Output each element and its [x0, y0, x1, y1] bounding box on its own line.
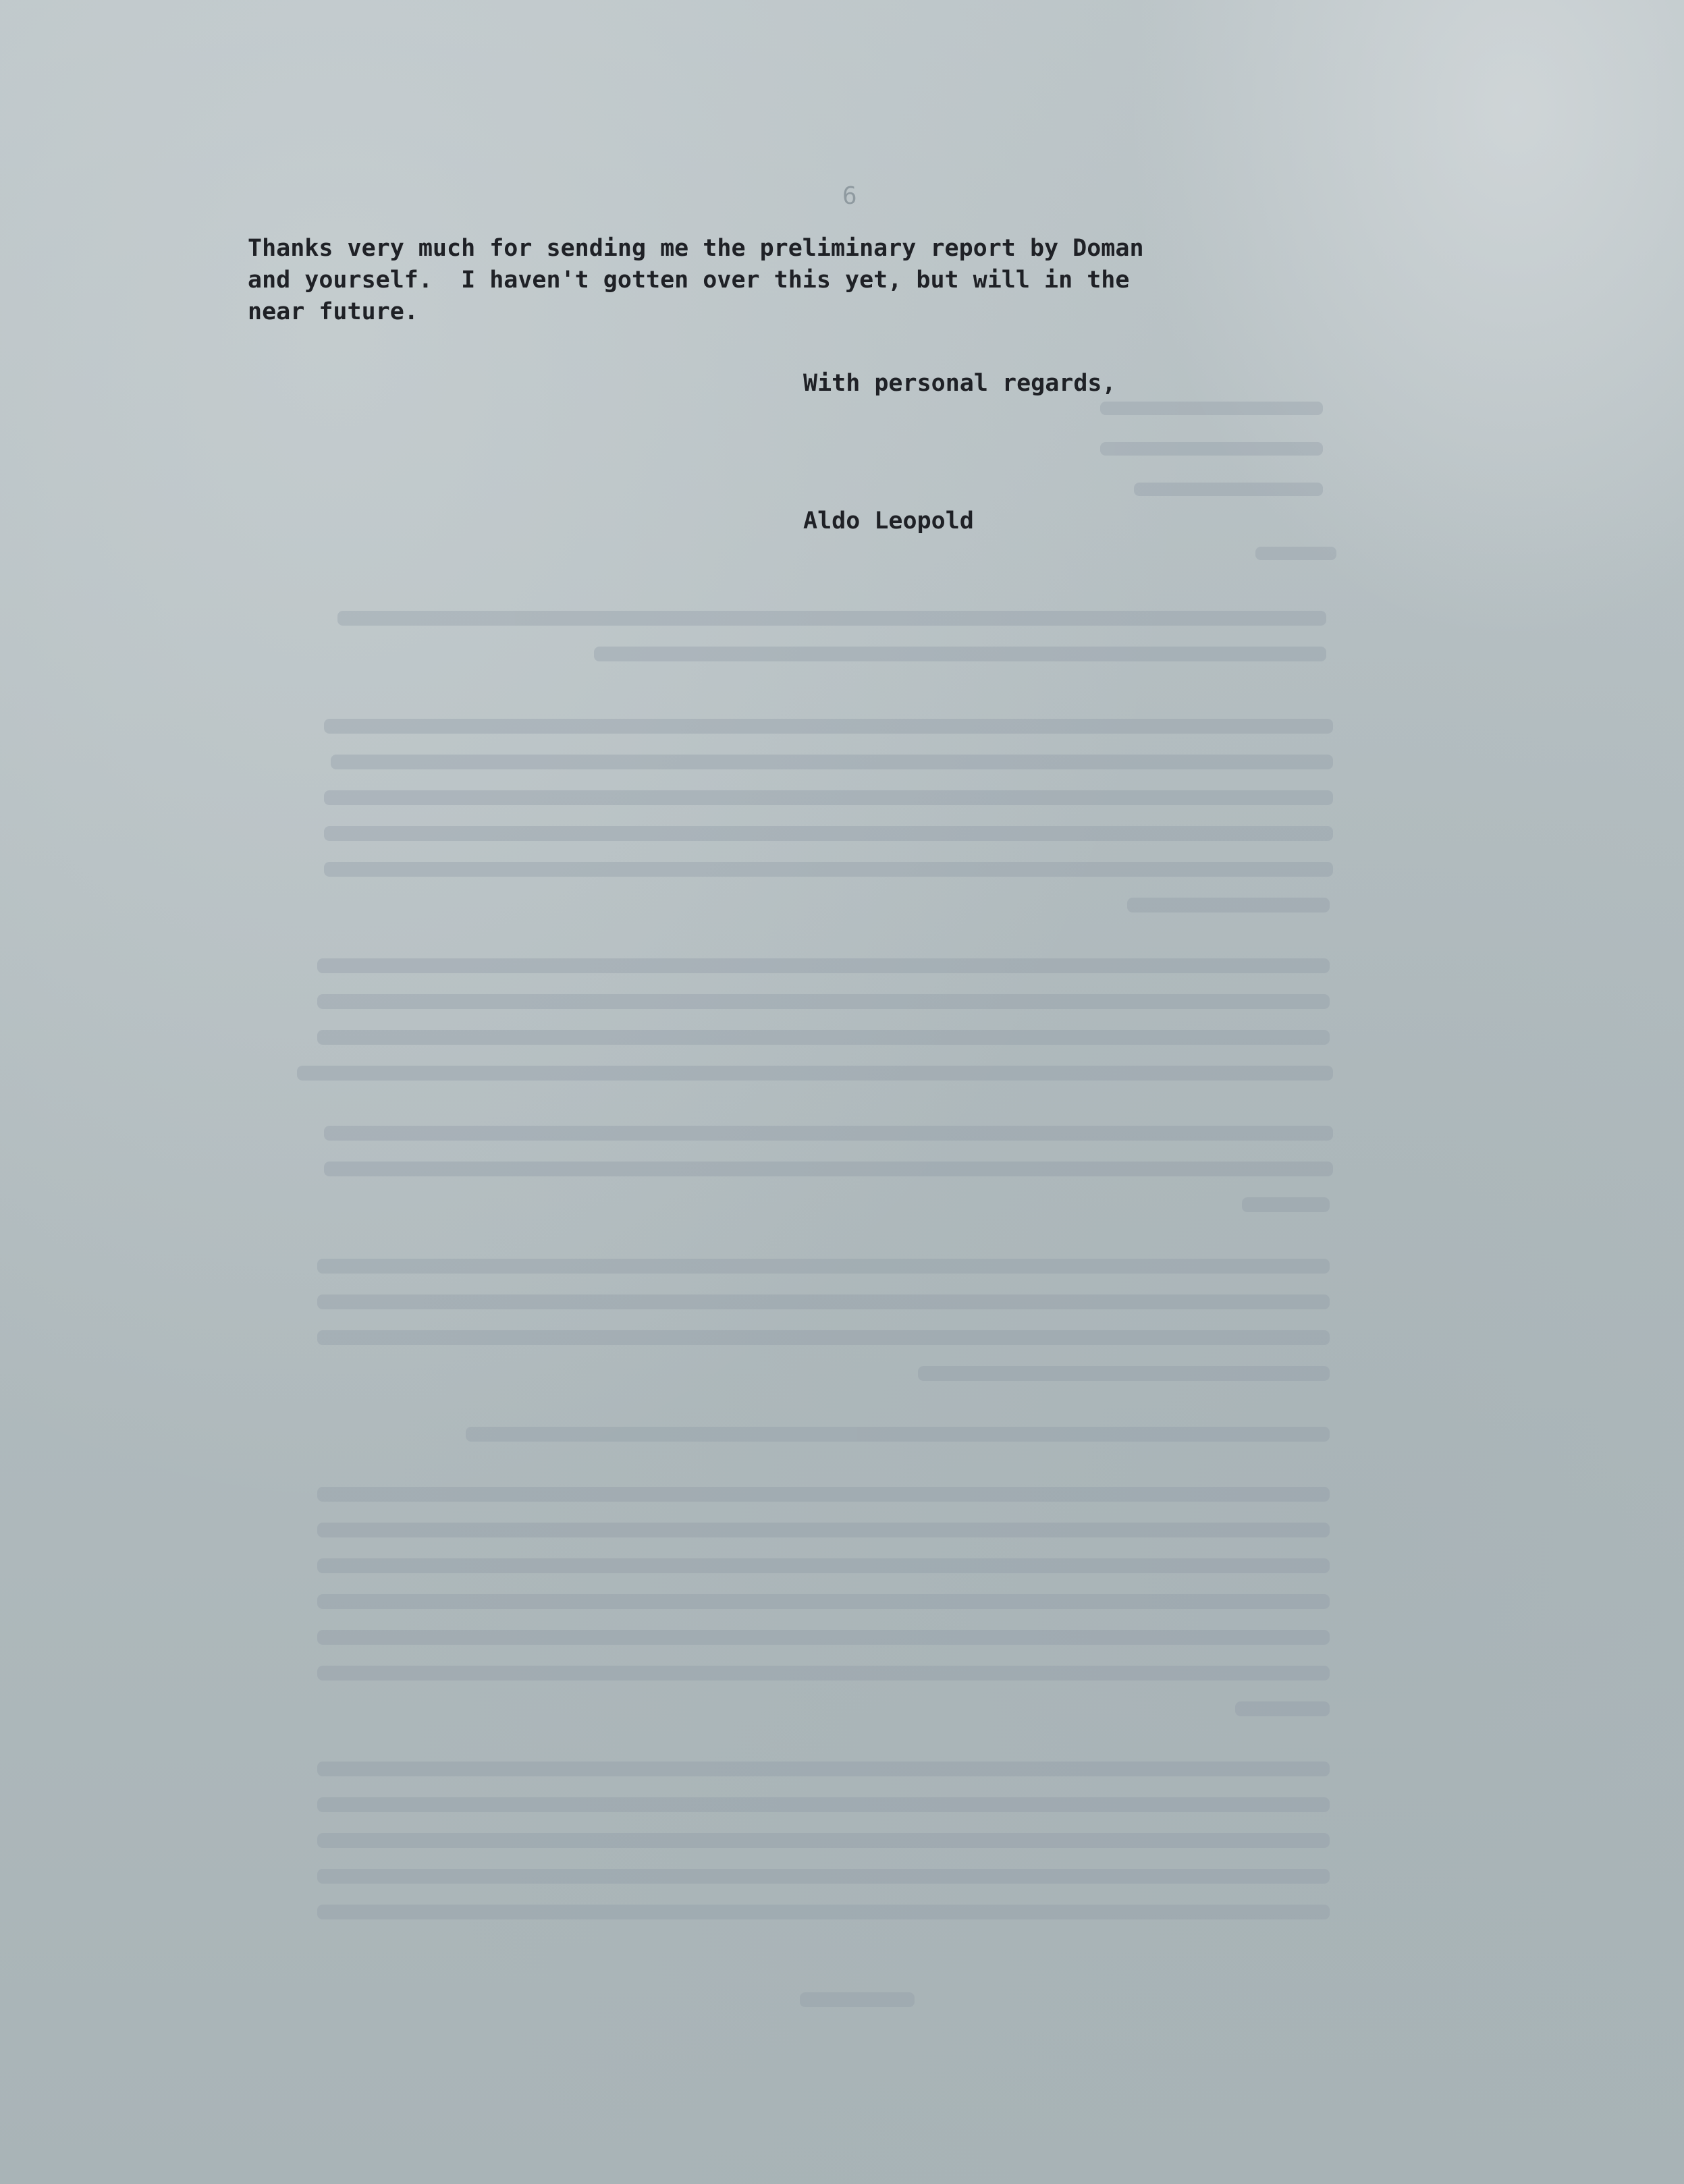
letter-paragraph	[248, 233, 1328, 328]
page-number: 6	[842, 182, 857, 210]
paragraph-line: and yourself. I haven't gotten over this yet, but will in the	[248, 267, 1130, 294]
paragraph-line: near future.	[248, 298, 418, 325]
letter-closing: With personal regards,	[803, 370, 1116, 397]
signature-name: Aldo Leopold	[803, 508, 974, 535]
paragraph-line: Thanks very much for sending me the preliminary report by Doman	[248, 235, 1144, 262]
